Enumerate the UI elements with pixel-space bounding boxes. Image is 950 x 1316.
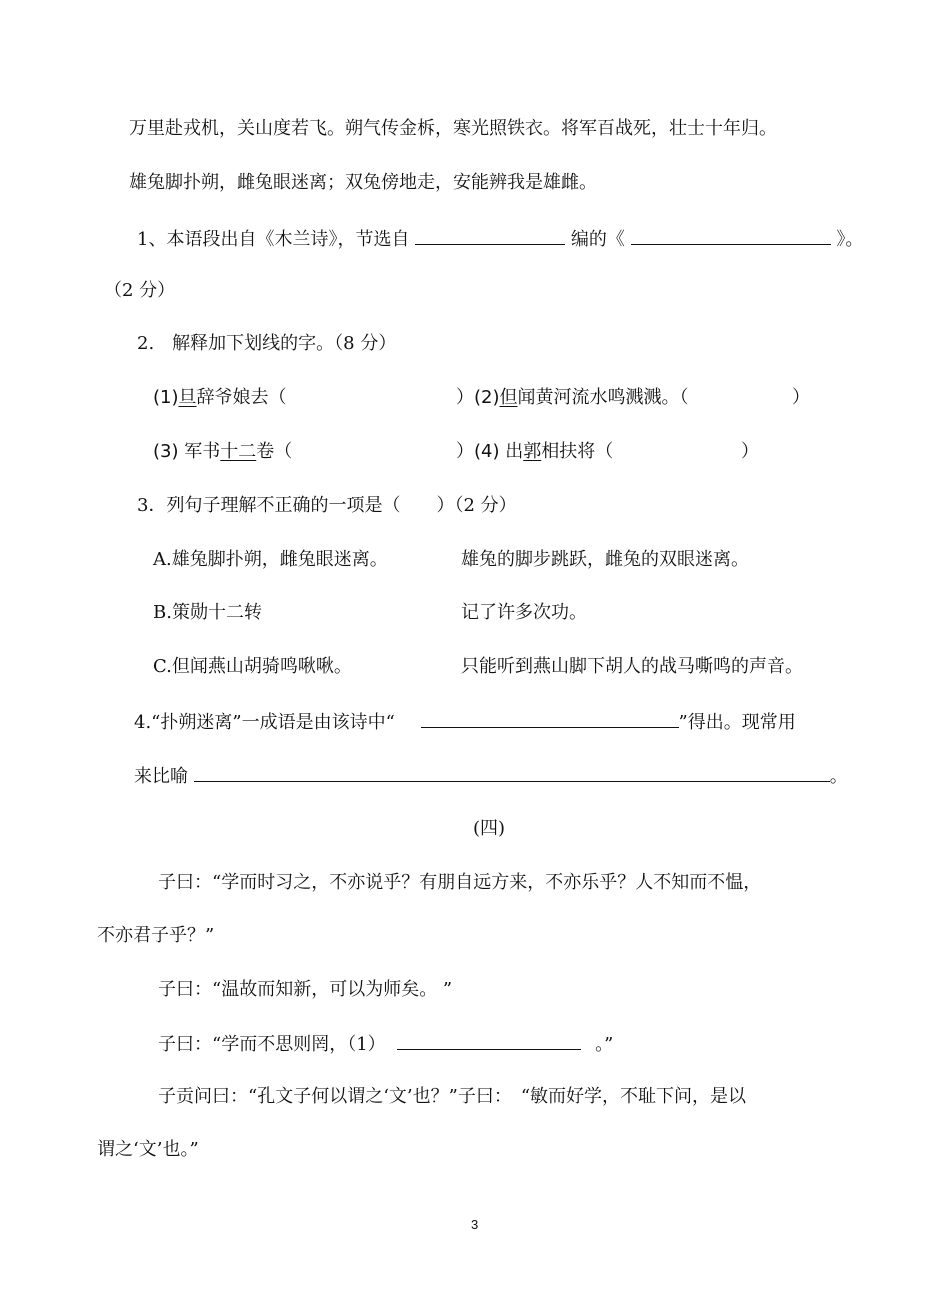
- q2-item1-label: (1): [153, 387, 179, 408]
- q4-text-a: 4.“扑朔迷离”一成语是由该诗中“: [134, 712, 395, 733]
- q1-text-b: 编的《: [570, 229, 625, 250]
- q3-option-c-right: 只能听到燕山脚下胡人的战马嘶鸣的声音。: [461, 656, 803, 677]
- q2-row-1: [153, 386, 287, 410]
- question-1: [137, 226, 863, 250]
- q4-text-b: ”得出。现常用: [678, 712, 796, 733]
- section-4-p4-line-1: 子贡问曰：“孔文子何以谓之‘文’也？”子曰： “敏而好学，不耻下问，是以: [158, 1086, 747, 1107]
- section-4-p1-line-2: 不亦君子乎？”: [97, 925, 215, 946]
- q2-row-2: [153, 440, 292, 464]
- q4-text-c: 来比喻: [134, 766, 188, 787]
- question-2-heading: 2. 解释加下划线的字。（8 分）: [137, 333, 397, 354]
- q2-item3-underlined-chars: 十二: [220, 441, 257, 462]
- section-4-p1-line-1: 子曰：“学而时习之，不亦说乎？有朋自远方来，不亦乐乎？人不知而不愠，: [158, 872, 762, 893]
- q4-meaning-blank[interactable]: [194, 763, 830, 782]
- p3-text-a: 子曰：“学而不思则罔，（1）: [158, 1034, 386, 1055]
- poem-line-1: 万里赴戎机，关山度若飞。朔气传金柝，寒光照铁衣。将军百战死，壮士十年归。: [129, 118, 777, 139]
- q3-option-a-left: A.雄兔脚扑朔，雌兔眼迷离。: [153, 549, 388, 570]
- question-4-line-2: [134, 763, 848, 787]
- q2-item2-underlined-char: 但: [499, 387, 518, 408]
- q2-row-2-right: [456, 440, 613, 464]
- q2-row-1-right: [456, 386, 689, 410]
- q2-item4-underlined-char: 郭: [523, 441, 542, 462]
- poem-line-2: 雄兔脚扑朔，雌兔眼迷离；双兔傍地走，安能辨我是雄雌。: [129, 172, 597, 193]
- q1-book-blank[interactable]: [631, 226, 831, 245]
- q2-item2-text: 闻黄河流水鸣溅溅。（: [517, 387, 689, 408]
- q3-option-a-right: 雄兔的脚步跳跃，雌兔的双眼迷离。: [461, 549, 749, 570]
- q2-item3-label: (3) 军书: [153, 441, 221, 462]
- q2-item4-close: ）: [741, 441, 759, 462]
- section-4-p4-line-2: 谓之‘文’也。”: [97, 1139, 199, 1160]
- question-3-heading: 3．列句子理解不正确的一项是（ ）（2 分）: [137, 495, 517, 516]
- q2-item1-text: 辞爷娘去（: [196, 387, 287, 408]
- q2-item1-underlined-char: 旦: [178, 387, 197, 408]
- q3-option-c-left: C.但闻燕山胡骑鸣啾啾。: [153, 656, 352, 677]
- q2-item4-label: ）(4) 出: [456, 441, 524, 462]
- q2-item3-text: 卷（: [256, 441, 293, 462]
- section-4-p2: 子曰：“温故而知新，可以为师矣。 ”: [158, 979, 453, 1000]
- q1-author-blank[interactable]: [415, 226, 565, 245]
- q1-score: （2 分）: [104, 280, 176, 301]
- question-4-line-1: [134, 709, 796, 733]
- p3-answer-blank[interactable]: [397, 1031, 581, 1050]
- q2-item2-label: ）(2): [456, 387, 500, 408]
- section-4-heading: (四): [473, 818, 506, 839]
- page-number: 3: [471, 1217, 479, 1232]
- q1-text-c: 》。: [836, 229, 864, 250]
- q4-text-d: 。: [829, 766, 848, 787]
- q3-option-b-right: 记了许多次功。: [461, 602, 587, 623]
- section-4-p3: [158, 1031, 613, 1055]
- q4-source-blank[interactable]: [421, 709, 679, 728]
- q3-option-b-left: B.策勋十二转: [153, 602, 262, 623]
- p3-text-b: 。”: [595, 1034, 614, 1055]
- q2-item2-close: ）: [792, 387, 810, 408]
- q1-text-a: 1、本语段出自《木兰诗》，节选自: [137, 229, 410, 250]
- q2-item4-text: 相扶将（: [541, 441, 614, 462]
